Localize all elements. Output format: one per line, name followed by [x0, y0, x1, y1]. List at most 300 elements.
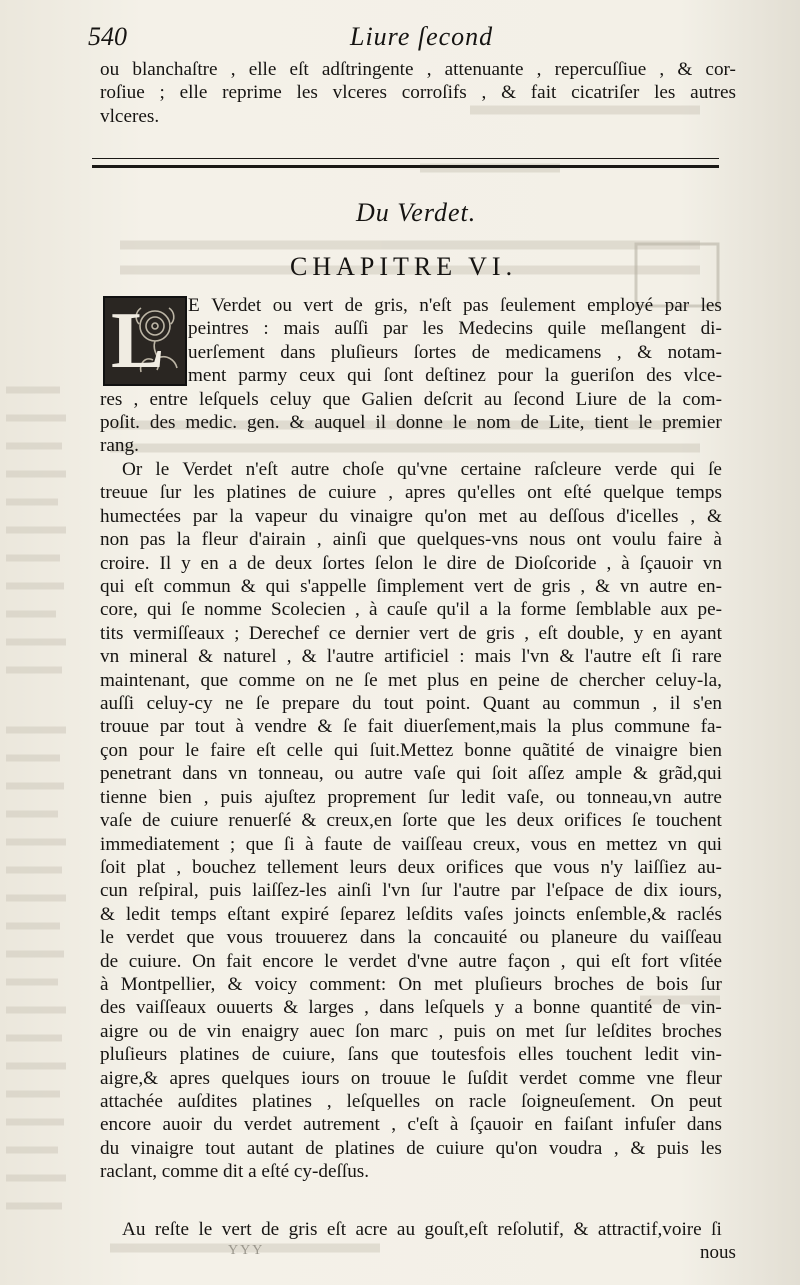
- word: de: [662, 997, 681, 1019]
- word: di-: [700, 318, 722, 340]
- word: eſt: [256, 739, 276, 761]
- word: &: [240, 576, 256, 598]
- word: gris: [288, 1219, 318, 1240]
- word: tout: [383, 693, 414, 715]
- word: ,: [133, 388, 139, 410]
- word: reprime: [222, 82, 282, 104]
- word: cuiure,: [282, 1044, 336, 1066]
- word: laiſſez-les: [252, 880, 327, 902]
- word: il: [375, 412, 387, 434]
- word: n'y: [600, 856, 624, 878]
- word: auſdites: [177, 1090, 238, 1112]
- word: n'eſt: [419, 295, 452, 316]
- chapter-title: CHAPITRE VI.: [290, 252, 518, 281]
- word: &: [632, 763, 648, 785]
- text-line: raclant, comme dit a eſté cy-deſſus.: [100, 1161, 370, 1183]
- word: dans: [360, 927, 396, 949]
- word: autre: [290, 459, 330, 480]
- word: &: [301, 646, 317, 668]
- word: &: [637, 341, 653, 363]
- word: On: [192, 950, 216, 972]
- word: ,: [230, 59, 236, 80]
- word: naturel: [223, 646, 277, 668]
- word: verde: [614, 459, 658, 480]
- word: aſſez: [528, 763, 565, 785]
- word: dans: [379, 997, 415, 1019]
- text-line: [100, 950, 722, 973]
- word: ou: [100, 59, 120, 80]
- word: deux: [516, 810, 555, 832]
- text-line: [100, 598, 722, 621]
- word: de: [246, 552, 266, 574]
- paragraph-2: [100, 458, 722, 1184]
- word: fleur: [201, 529, 238, 551]
- word: eſt: [289, 59, 309, 80]
- word: touchent: [565, 1044, 632, 1066]
- text-line: [100, 903, 722, 926]
- word: ,: [616, 341, 622, 363]
- word: vermiſſeaux: [132, 622, 225, 644]
- word: plat: [136, 856, 166, 878]
- word: core,: [100, 599, 138, 621]
- word: cicatriſer: [571, 82, 640, 104]
- word: en: [652, 622, 671, 644]
- text-line: [100, 879, 722, 902]
- word: autre: [649, 576, 688, 598]
- word: tout: [194, 716, 225, 738]
- word: On: [398, 973, 422, 995]
- word: commun: [163, 576, 231, 598]
- word: cauſe: [386, 599, 428, 621]
- word: mais: [474, 646, 512, 668]
- word: expiré: [281, 903, 329, 925]
- word: des: [646, 365, 672, 387]
- text-line: [100, 739, 722, 762]
- text-line: [100, 294, 722, 317]
- word: au: [542, 693, 561, 715]
- text-line: [100, 973, 722, 996]
- text-line: [100, 1218, 722, 1241]
- word: Verdet: [182, 459, 233, 480]
- text-line: [100, 58, 736, 81]
- word: on: [434, 1090, 455, 1112]
- word: puis: [220, 786, 253, 808]
- word: bouchez: [192, 856, 257, 878]
- word: ou: [148, 1020, 168, 1042]
- word: quãtité: [522, 739, 575, 761]
- word: &: [559, 646, 575, 668]
- word: la: [657, 388, 672, 410]
- word: ou: [334, 763, 354, 785]
- text-line: [100, 996, 722, 1019]
- word: elle: [179, 82, 208, 104]
- word: vin-: [690, 997, 722, 1019]
- word: ſon: [354, 1020, 380, 1042]
- word: raſcleure: [534, 459, 602, 480]
- word: mettez: [606, 833, 658, 855]
- word: que: [390, 1044, 419, 1066]
- word: faire: [667, 529, 703, 551]
- word: autant: [246, 1137, 294, 1159]
- paragraph-3: [100, 1218, 722, 1241]
- word: eſt: [611, 950, 631, 972]
- word: ſortes: [322, 552, 365, 574]
- word: qui: [670, 459, 695, 480]
- word: celuy-la,: [655, 669, 722, 691]
- word: ſi: [283, 833, 295, 855]
- text-line: [100, 364, 722, 387]
- word: ,: [326, 1090, 332, 1112]
- word: vert: [473, 576, 504, 598]
- word: ſeulement: [499, 295, 576, 316]
- word: platines: [252, 1090, 312, 1112]
- word: corroſifs: [401, 82, 467, 104]
- text-line: [100, 833, 722, 856]
- word: n'eſt: [245, 459, 278, 480]
- word: prepare: [282, 693, 340, 715]
- word: voulu: [612, 529, 656, 551]
- word: quantité: [590, 997, 653, 1019]
- word: la: [547, 716, 561, 738]
- word: vaſe,: [507, 786, 544, 808]
- word: Scolecien: [271, 599, 346, 621]
- word: broches: [554, 973, 614, 995]
- word: cuiure.: [128, 950, 182, 972]
- word: deux: [275, 552, 313, 574]
- word: d'airain: [248, 529, 306, 551]
- word: enaigry: [241, 1020, 300, 1042]
- text-line: [100, 762, 722, 785]
- word: ,: [560, 950, 566, 972]
- word: temps: [170, 903, 217, 925]
- word: acre: [355, 1219, 388, 1240]
- word: la: [407, 927, 422, 949]
- word: reſte: [154, 1219, 189, 1240]
- word: ,: [388, 482, 393, 504]
- word: non: [100, 529, 129, 551]
- word: ou: [555, 786, 576, 808]
- word: à: [621, 552, 630, 574]
- word: fleur: [685, 1067, 722, 1089]
- word: de: [550, 669, 569, 691]
- word: que: [245, 833, 274, 855]
- word: :: [263, 318, 269, 340]
- text-line: [100, 1043, 722, 1066]
- word: de: [458, 622, 477, 644]
- word: pour: [138, 739, 174, 761]
- word: Montpellier,: [120, 973, 216, 995]
- word: du: [100, 1137, 120, 1159]
- word: ayant: [680, 622, 722, 644]
- word: ,: [524, 622, 530, 644]
- word: dans: [182, 763, 218, 785]
- divider-rule-thick: [92, 165, 719, 168]
- word: les: [296, 82, 318, 104]
- word: d'icelles: [616, 505, 679, 527]
- word: de: [486, 552, 505, 574]
- word: ledit: [461, 786, 496, 808]
- word: eſté: [563, 482, 592, 504]
- word: ,: [481, 82, 487, 104]
- word: ſur: [159, 482, 182, 504]
- word: quelques: [221, 1067, 290, 1089]
- word: trouue: [100, 716, 150, 738]
- word: humectées: [100, 505, 181, 527]
- word: ſimplement: [376, 576, 464, 598]
- text-line: [100, 1137, 722, 1160]
- word: platines: [179, 1044, 240, 1066]
- word: leurs: [349, 856, 387, 878]
- word: ſe: [631, 810, 646, 832]
- word: les: [654, 82, 676, 104]
- word: certaine: [460, 459, 522, 480]
- word: deſtinez: [425, 365, 486, 387]
- word: ſemblable: [575, 599, 652, 621]
- word: en: [534, 1114, 553, 1136]
- word: de: [585, 739, 604, 761]
- word: le: [198, 1219, 213, 1240]
- word: que: [514, 856, 543, 878]
- word: a: [514, 997, 523, 1019]
- word: fait: [530, 82, 557, 104]
- word: on: [350, 1067, 371, 1089]
- word: de: [142, 810, 161, 832]
- word: ainſi: [332, 529, 367, 551]
- word: puis: [209, 880, 242, 902]
- word: Verdet: [211, 295, 262, 316]
- word: peut: [688, 1090, 722, 1112]
- word: notam-: [667, 341, 722, 363]
- word: vous: [530, 833, 568, 855]
- running-head: [88, 22, 738, 54]
- word: temps: [676, 482, 722, 504]
- word: le: [100, 927, 114, 949]
- word: plus: [427, 669, 460, 691]
- word: Au: [122, 1219, 146, 1240]
- word: ,: [176, 856, 182, 878]
- word: quile: [547, 318, 586, 340]
- word: la: [176, 529, 191, 551]
- word: de: [261, 1219, 280, 1240]
- word: comment:: [309, 973, 387, 995]
- word: &: [706, 505, 722, 527]
- word: auſſi: [100, 693, 135, 715]
- word: en-: [697, 576, 722, 598]
- word: encore: [262, 950, 314, 972]
- word: met: [525, 1020, 555, 1042]
- word: bois: [656, 973, 689, 995]
- word: à: [713, 529, 722, 551]
- word: vlceres: [332, 82, 387, 104]
- word: maintenant,: [100, 669, 191, 691]
- word: leſquels: [199, 388, 259, 410]
- word: ſoit: [491, 763, 518, 785]
- word: cor-: [705, 59, 736, 80]
- word: qui: [265, 576, 291, 598]
- text-line: [100, 505, 722, 528]
- text-line: [100, 341, 722, 364]
- word: medicamens: [505, 341, 602, 363]
- word: attachée: [100, 1090, 163, 1112]
- word: aigre,&: [100, 1067, 159, 1089]
- word: joincts: [514, 903, 566, 925]
- word: autre: [458, 950, 497, 972]
- word: puis: [453, 1020, 486, 1042]
- word: ſçauoir: [639, 552, 693, 574]
- word: ,: [606, 552, 612, 574]
- word: de: [471, 341, 490, 363]
- catchword: nous: [700, 1242, 736, 1263]
- word: blanchaſtre: [132, 59, 218, 80]
- word: ,: [438, 1020, 444, 1042]
- word: qui: [100, 576, 125, 598]
- word: à: [449, 1114, 459, 1136]
- word: forme: [520, 599, 567, 621]
- word: Medecins: [458, 318, 533, 340]
- word: Dioſcoride: [514, 552, 597, 574]
- word: creux,: [472, 833, 521, 855]
- word: ſur: [421, 880, 443, 902]
- word: premier: [662, 412, 722, 434]
- word: le: [185, 739, 199, 761]
- word: gouſt,eſt: [424, 1219, 488, 1240]
- word: qui: [697, 833, 722, 855]
- word: vous: [226, 927, 263, 949]
- divider-rule-thin: [92, 158, 719, 159]
- word: E: [188, 295, 200, 316]
- word: orifices: [446, 856, 504, 878]
- word: elles: [518, 1044, 554, 1066]
- word: infuſer: [624, 1114, 676, 1136]
- word: ,: [659, 59, 665, 80]
- word: au: [483, 388, 503, 410]
- word: vin-: [691, 1044, 722, 1066]
- word: fait: [367, 716, 394, 738]
- word: gris: [485, 622, 515, 644]
- word: ment: [188, 365, 227, 387]
- word: ſans: [347, 1044, 379, 1066]
- word: point.: [426, 693, 471, 715]
- word: tellement: [267, 856, 339, 878]
- word: &: [630, 1137, 646, 1159]
- word: des: [149, 412, 176, 434]
- word: ce: [328, 622, 346, 644]
- word: ſe: [180, 599, 195, 621]
- word: de: [614, 880, 633, 902]
- word: par: [383, 318, 408, 340]
- word: de: [628, 388, 647, 410]
- word: leſdits: [406, 903, 454, 925]
- word: toutesfois: [431, 1044, 506, 1066]
- word: nom: [476, 412, 511, 434]
- word: :: [459, 646, 465, 668]
- word: penetrant: [100, 763, 172, 785]
- word: ſe: [343, 716, 357, 738]
- word: vinaigre: [350, 505, 413, 527]
- word: ,: [354, 599, 360, 621]
- word: pluſieurs: [330, 341, 399, 363]
- word: pas: [139, 529, 166, 551]
- word: dire: [446, 552, 477, 574]
- word: pe-: [697, 599, 722, 621]
- word: vaiſſeaux: [135, 997, 207, 1019]
- text-line: [100, 552, 722, 575]
- word: autrement: [303, 1114, 380, 1136]
- word: donne: [395, 412, 443, 434]
- word: trouuerez: [275, 927, 348, 949]
- word: autres: [690, 82, 736, 104]
- word: deſcrit: [423, 388, 473, 410]
- word: cuiure: [170, 810, 219, 832]
- word: voudra: [549, 1137, 603, 1159]
- word: il: [669, 693, 681, 715]
- word: comme: [578, 1067, 636, 1089]
- word: touchent: [655, 810, 722, 832]
- word: les: [193, 482, 215, 504]
- word: ample: [575, 763, 623, 785]
- text-line: [100, 669, 722, 692]
- word: qui: [576, 950, 601, 972]
- word: de: [626, 973, 645, 995]
- word: vlce-: [683, 365, 722, 387]
- word: plus: [571, 716, 604, 738]
- word: ,: [203, 786, 209, 808]
- word: pour: [497, 365, 533, 387]
- word: faute: [324, 833, 363, 855]
- word: en: [577, 833, 596, 855]
- word: racle: [468, 1090, 507, 1112]
- word: ſecond: [513, 388, 565, 410]
- word: proprement: [327, 786, 416, 808]
- word: ceux: [299, 365, 336, 387]
- word: creux,en: [326, 810, 392, 832]
- word: pas: [462, 295, 489, 316]
- word: raclés: [677, 903, 722, 925]
- word: au-: [697, 856, 722, 878]
- word: grãd,qui: [658, 763, 722, 785]
- word: repercuſſiue: [554, 59, 647, 80]
- word: poſit.: [100, 412, 140, 434]
- word: ſuit.Mettez: [369, 739, 454, 761]
- word: fait: [226, 950, 252, 972]
- word: quelque: [603, 482, 665, 504]
- word: faiſant: [563, 1114, 613, 1136]
- word: res: [100, 388, 123, 410]
- word: gris: [541, 576, 571, 598]
- word: auec: [309, 1020, 345, 1042]
- word: treuue: [100, 482, 148, 504]
- word: tonneau,: [258, 763, 324, 785]
- word: ſorte: [402, 810, 438, 832]
- word: le: [155, 459, 170, 480]
- word: ;: [234, 622, 240, 644]
- word: platines: [226, 482, 287, 504]
- word: fa-: [700, 716, 722, 738]
- word: meſlangent: [600, 318, 686, 340]
- word: s'en: [692, 693, 722, 715]
- word: tonneau,vn: [586, 786, 672, 808]
- initial-letter: L: [111, 297, 165, 385]
- text-line: [100, 856, 722, 879]
- word: cuiure: [328, 482, 377, 504]
- word: du: [629, 927, 649, 949]
- word: y: [633, 622, 644, 644]
- word: dans: [686, 1114, 722, 1136]
- word: vn: [620, 576, 640, 598]
- text-line: [100, 1090, 722, 1113]
- word: ſur: [427, 786, 450, 808]
- word: ledit: [125, 903, 160, 925]
